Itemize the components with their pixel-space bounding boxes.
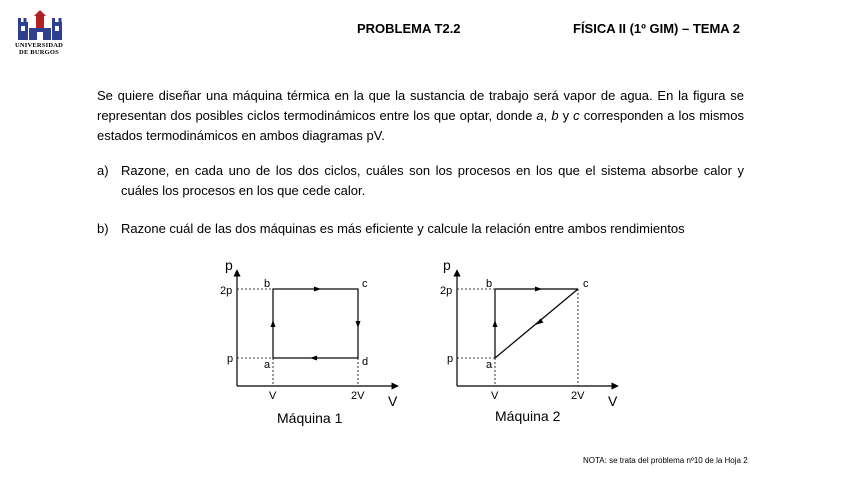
university-name: UNIVERSIDAD DE BURGOS	[14, 42, 64, 56]
pv-diagram-machine-2	[420, 250, 640, 432]
tick-p: p	[227, 353, 234, 365]
arrow-cd	[356, 321, 361, 328]
point-b: b	[264, 278, 271, 290]
caption-machine-1: Máquina 1	[277, 410, 343, 426]
footer-note: NOTA: se trata del problema nº10 de la Hoja 2	[583, 456, 748, 465]
point-b: b	[486, 278, 493, 290]
tick-v: V	[269, 390, 277, 402]
tick-p: p	[447, 353, 454, 365]
axis-label-v: V	[388, 393, 398, 409]
course-title: FÍSICA II (1º GIM) – TEMA 2	[573, 21, 741, 36]
arrow-da	[310, 356, 317, 361]
arrow-ab	[271, 320, 276, 327]
tick-2p: 2p	[440, 285, 453, 297]
axis-label-p: p	[443, 257, 451, 273]
point-d: d	[362, 356, 369, 368]
axis-label-v: V	[608, 393, 618, 409]
question-a: a) Razone, en cada uno de los dos ciclos, cuáles son los procesos en los que el sistema absorbe calor y cuáles los procesos en los que cede calor.	[97, 163, 744, 198]
tick-2v: 2V	[571, 390, 585, 402]
tick-2p: 2p	[220, 285, 233, 297]
pv-diagram-machine-1	[200, 250, 420, 432]
tick-v: V	[491, 390, 499, 402]
point-c: c	[583, 278, 589, 290]
arrow-bc	[314, 287, 321, 292]
axis-label-p: p	[225, 257, 233, 273]
question-b: b) Razone cuál de las dos máquinas es más eficiente y calcule la relación entre ambos rendimientos	[97, 221, 685, 236]
arrow-bc	[535, 287, 542, 292]
arrow-ab	[493, 320, 498, 327]
cycle-rectangle	[273, 289, 358, 358]
point-a: a	[264, 359, 271, 371]
caption-machine-2: Máquina 2	[495, 408, 561, 424]
tick-2v: 2V	[351, 390, 365, 402]
point-a: a	[486, 359, 493, 371]
castle-crest-icon	[18, 10, 62, 40]
problem-statement: Se quiere diseñar una máquina térmica en la que la sustancia de trabajo será vapor de agua. En la figura se representan dos posibles ciclos termodinámicos entre los que optar, donde a, b y c corresponden a los mismos estados termodinámicos en ambos diagramas pV.	[97, 88, 744, 143]
problem-title: PROBLEMA T2.2	[357, 21, 461, 36]
point-c: c	[362, 278, 368, 290]
